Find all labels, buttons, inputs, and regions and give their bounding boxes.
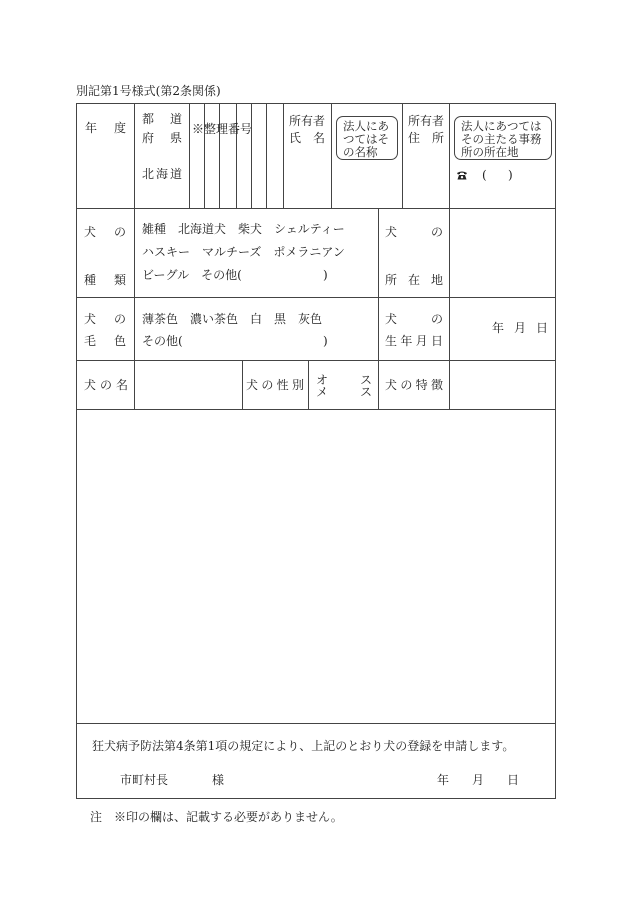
col-divider bbox=[251, 103, 252, 208]
col-divider bbox=[189, 103, 190, 208]
col-divider bbox=[331, 103, 332, 208]
addressee-label: 市町村長 bbox=[120, 773, 169, 787]
col-divider bbox=[283, 103, 284, 208]
col-divider bbox=[134, 103, 135, 208]
col-divider bbox=[378, 360, 379, 409]
col-divider bbox=[134, 208, 135, 360]
row-divider bbox=[76, 360, 556, 361]
breed-options-3-close: ) bbox=[323, 268, 328, 282]
color-label-2: 毛 色 bbox=[84, 334, 126, 348]
col-divider bbox=[449, 208, 450, 360]
col-divider bbox=[449, 103, 450, 208]
col-divider bbox=[402, 103, 403, 208]
breed-options-1: 雑種 北海道犬 柴犬 シェルティー bbox=[142, 222, 345, 236]
phone-icon bbox=[456, 170, 468, 182]
color-options-2: その他( bbox=[142, 334, 183, 348]
col-divider bbox=[378, 208, 379, 360]
col-divider bbox=[449, 360, 450, 409]
col-divider bbox=[204, 103, 205, 208]
owner-addr-label-1: 所有者 bbox=[408, 114, 445, 128]
birth-label-2: 生 年 月 日 bbox=[385, 334, 443, 348]
breed-options-3: ビーグル その他( bbox=[142, 268, 242, 282]
seiri-bango-label: ※整理番号 bbox=[192, 122, 253, 136]
office-note-1: 法人にあつては bbox=[461, 119, 542, 133]
feature-label: 犬 の 特 徴 bbox=[385, 378, 443, 392]
hokkaido-label: 北海道 bbox=[142, 167, 185, 181]
todofuken-label-1: 都 道 bbox=[142, 112, 182, 126]
col-divider bbox=[266, 103, 267, 208]
sex-option-female: メ ス bbox=[316, 385, 372, 399]
sama-label: 様 bbox=[212, 773, 225, 787]
col-divider bbox=[219, 103, 220, 208]
row-divider bbox=[76, 208, 556, 209]
phone-paren-close: ) bbox=[508, 168, 513, 182]
declaration-text: 狂犬病予防法第4条第1項の規定により、上記のとおり犬の登録を申請します。 bbox=[92, 739, 515, 753]
dog-name-label: 犬 の 名 bbox=[84, 378, 128, 392]
col-divider bbox=[134, 360, 135, 409]
col-divider bbox=[242, 360, 243, 409]
breed-options-2: ハスキー マルチーズ ポメラニアン bbox=[142, 245, 345, 259]
corp-name-note-3: の名称 bbox=[343, 145, 378, 159]
office-note-3: 所の所在地 bbox=[461, 145, 519, 159]
office-note-2: その主たる事務 bbox=[461, 132, 542, 146]
sex-label: 犬 の 性 別 bbox=[246, 378, 304, 392]
row-divider bbox=[76, 723, 556, 724]
owner-name-label-2: 氏 名 bbox=[289, 131, 325, 145]
location-label-2: 所 在 地 bbox=[385, 273, 443, 287]
breed-label-2: 種 類 bbox=[84, 273, 126, 287]
color-label-1: 犬 の bbox=[84, 312, 126, 326]
birth-date-value: 年 月 日 bbox=[492, 321, 548, 335]
color-options-2-close: ) bbox=[323, 334, 328, 348]
declaration-date: 年 月 日 bbox=[437, 773, 519, 787]
footer-note: 注 ※印の欄は、記載する必要がありません。 bbox=[90, 810, 343, 824]
row-divider bbox=[76, 409, 556, 410]
owner-name-label-1: 所有者 bbox=[289, 114, 326, 128]
corp-name-note-1: 法人にあ bbox=[343, 119, 389, 133]
nendo-label: 年 度 bbox=[85, 121, 126, 135]
sex-option-male: オ ス bbox=[316, 373, 372, 387]
birth-label-1: 犬 の bbox=[385, 312, 443, 326]
owner-addr-label-2: 住 所 bbox=[408, 131, 444, 145]
col-divider bbox=[308, 360, 309, 409]
todofuken-label-2: 府 県 bbox=[142, 131, 182, 145]
breed-label-1: 犬 の bbox=[84, 225, 126, 239]
phone-paren-open: ( bbox=[482, 168, 487, 182]
color-options-1: 薄茶色 濃い茶色 白 黒 灰色 bbox=[142, 312, 323, 326]
row-divider bbox=[76, 297, 556, 298]
col-divider bbox=[236, 103, 237, 208]
location-label-1: 犬 の bbox=[385, 225, 443, 239]
corp-name-note-2: つてはそ bbox=[343, 132, 389, 146]
form-title: 別記第1号様式(第2条関係) bbox=[76, 84, 221, 98]
